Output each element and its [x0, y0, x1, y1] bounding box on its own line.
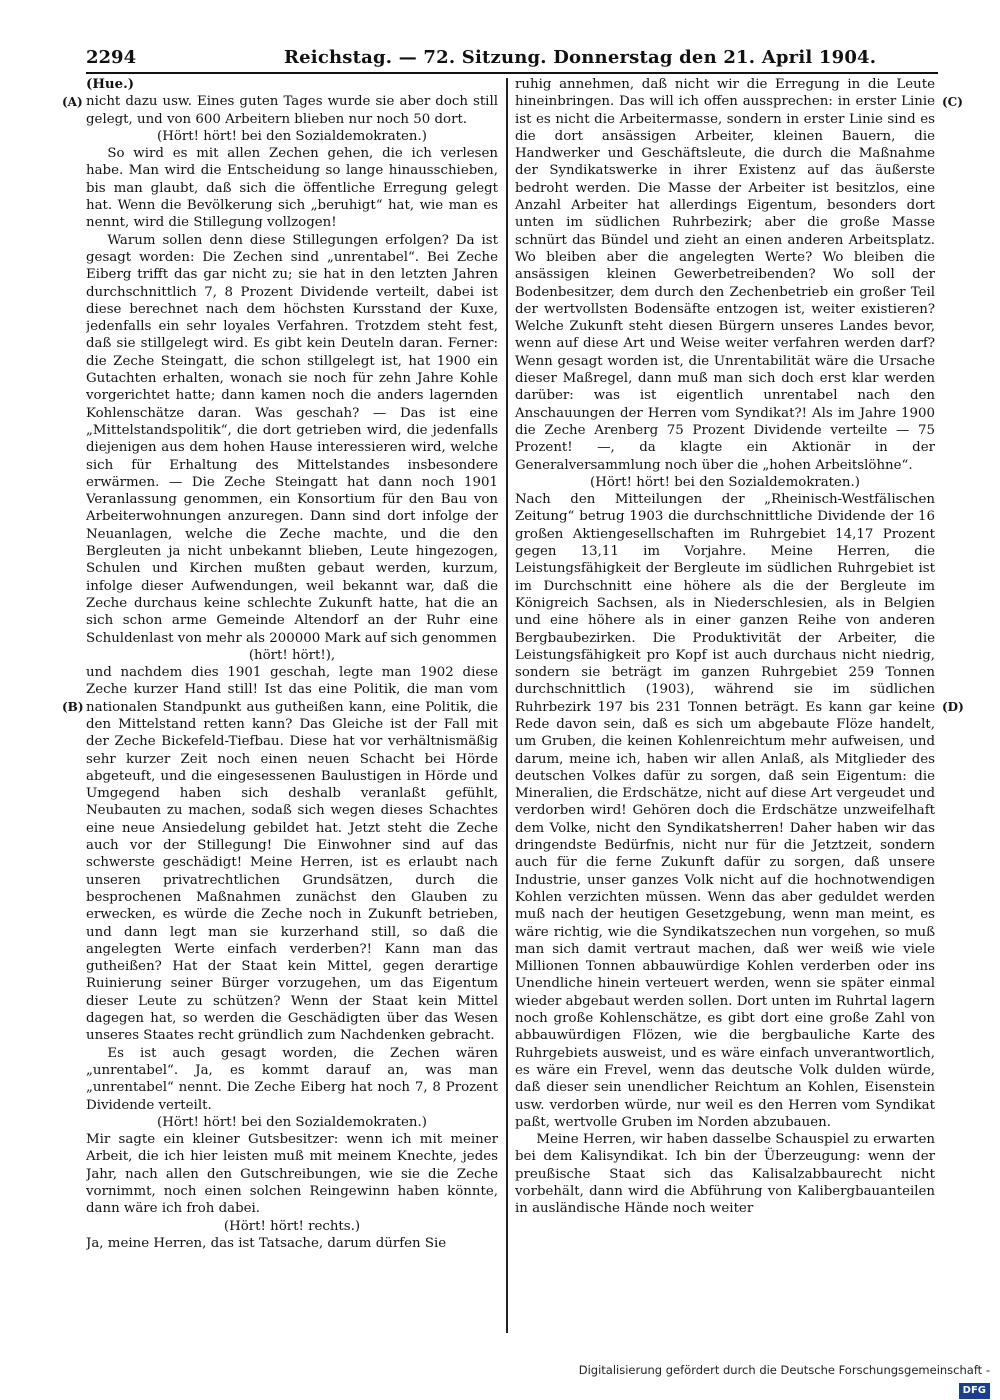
paragraph: Warum sollen denn diese Stillegungen erfolgen? Da ist gesagt worden: Die Zechen sind „unrentabel“. Bei Zeche Eiberg trifft das gar nicht zu; sie hat in den letzten Jahren durchschnittlich 7, 8 Prozent Dividende verteilt, dabei ist diese berechnet nach dem höchsten Kursstand der Kuxe, jedenfalls ein sehr loyales Verfahren. Trotzdem steht fest, daß sie stillgelegt wird. Es gibt kein Deuteln daran. Ferner: die Zeche Steingatt, die schon stillgelegt ist, hat 1900 ein Gutachten erhalten, wonach sie noch für zehn Jahre Kohle vorgerichtet hatte; dann kamen noch die anders lagernden Kohlenschätze daran. Was geschah? — Das ist eine „Mittelstandspolitik“, die dort getrieben wird, die jedenfalls diejenigen aus dem hohen Hause interessieren wird, welche sich für Erhaltung des Mittelstandes insbesondere erwärmen. — Die Zeche Steingatt hat dann noch 1901 Veranlassung genommen, ein Konsortium für den Bau von Arbeiterwohnungen anzuregen. Dann sind dort infolge der Neuanlagen, welche die Zeche machte, und die den Bergleuten ja nicht unbekannt blieben, Leute hingezogen, Schulen und Kirchen mußten gebaut werden, kurzum, infolge dieser Aufwendungen, weil bekannt war, daß die Zeche durchaus keine schlechte Zukunft hatte, hat die an sich schon arme Gemeinde Altendorf an der Ruhr eine Schuldenlast von mehr als 200000 Mark auf sich genommen [86, 232, 498, 646]
page-header [86, 44, 936, 72]
paragraph: Nach den Mitteilungen der „Rheinisch-Westfälischen Zeitung“ betrug 1903 die durchschnittliche Dividende der 16 großen Aktiengesellschaften im Ruhrgebiet 14,17 Prozent gegen 13,11 im Vorjahre. Meine Herren, die Leistungsfähigkeit der Bergleute im südlichen Ruhrgebiet ist im Durchschnitt eine höhere als die der Bergleute im Königreich Sachsen, als in Niederschlesien, als in Belgien und eine höhere als in einer ganzen Reihe von anderen Bergbaubezirken. Die Produktivität der Arbeiter, die Leistungsfähigkeit pro Kopf ist auch durchaus nicht niedrig, sondern sie beträgt im ganzen Ruhrgebiet 259 Tonnen durchschnittlich (1903), während sie im südlichen Ruhrbezirk 197 bis 231 Tonnen beträgt. Es kann gar keine Rede davon sein, daß es sich um abgebaute Flöze handelt, um Gruben, die keinen Kohlenreichtum mehr aufweisen, und darum, meine ich, haben wir allen Anlaß, als Mitglieder des deutschen Volkes dafür zu sorgen, daß sein Eigentum: die Mineralien, die Erdschätze, nicht auf diese Art vergeudet und verdorben wird! Gehören doch die Erdschätze unzweifelhaft dem Volke, nicht den Syndikatsherren! Daher haben wir das dringendste Bedürfnis, nicht nur für die Jetztzeit, sondern auch für die ferne Zukunft dafür zu sorgen, daß unsere Industrie, unser ganzes Volk nicht auf die hochnotwendigen Kohlen verzichten müssen. Wenn das aber geduldet werden muß nach der heutigen Gesetzgebung, wenn man meint, es wäre richtig, wie die Syndikatszechen nun vorgehen, so muß man sich damit vertraut machen, daß wer weiß wie viele Millionen Tonnen abbauwürdige Kohlen verderben oder ins Unendliche hinein verteuert werden, wenn sie später einmal wieder abgebaut werden sollen. Dort unten im Ruhrtal lagern noch große Kohlenschätze, es gibt dort eine große Zahl von abbauwürdigen Flözen, wie die bergbauliche Karte des Ruhrgebiets ausweist, und es wäre einfach unverantwortlich, es wäre ein Frevel, wenn das deutsche Volk dulden würde, daß dieser sein unendlicher Reichtum an Kohlen, Eisenstein usw. verdorben würde, nur weil es den Herren vom Syndikat paßt, wertvolle Gruben im Norden abzubauen. [515, 492, 935, 1130]
margin-marker-d: (D) [942, 700, 964, 714]
interjection: (Hört! hört! bei den Sozialdemokraten.) [157, 1114, 427, 1130]
margin-marker-c: (C) [942, 95, 963, 109]
paragraph: Meine Herren, wir haben dasselbe Schauspiel zu erwarten bei dem Kalisyndikat. Ich bin der Überzeugung: wenn der preußische Staat sich das Kalisalzabbaurecht nicht vorbehält, dann wird die Abführung von Kalibergbauanteilen in ausländische Hände noch weiter [515, 1132, 935, 1217]
margin-marker-b: (B) [62, 700, 84, 714]
footer-text: Digitalisierung gefördert durch die Deutsche Forschungsgemeinschaft - [578, 1363, 990, 1377]
speaker-tag: (Hue.) [86, 76, 135, 92]
interjection: (Hört! hört! bei den Sozialdemokraten.) [157, 128, 427, 144]
paragraph: ruhig annehmen, daß nicht wir die Erregung in die Leute hineinbringen. Das will ich offen aussprechen: in erster Linie ist es nicht die Arbeitermasse, sondern in erster Linie sind es die dort ansässigen Arbeiter, kleinen Bauern, die Handwerker und Geschäftsleute, die durch die Maßnahme der Syndikatswerke in ihrer Existenz auf das äußerste bedroht werden. Die Masse der Arbeiter ist besitzlos, eine Anzahl Arbeiter hat allerdings Eigentum, besonders dort unten im südlichen Ruhrbezirk; aber die große Masse schnürt das Bündel und zieht an einen anderen Arbeitsplatz. Wo bleiben aber die angelegten Werte? Wo bleiben die ansässigen kleinen Gewerbetreibenden? Wo soll der Bodenbesitzer, dem durch den Zechenbetrieb ein großer Teil der wertvollsten Bodensäfte entzogen ist, weiter existieren? Welche Zukunft steht diesen Bürgern unseres Landes bevor, wenn auf diese Art und Weise weiter verfahren werden darf? Wenn gesagt worden ist, die Unrentabilität wäre die Ursache dieser Maßregel, dann muß man sich doch erst klar werden darüber: was ist eigentlich unrentabel nach den Anschauungen der Herren vom Syndikat?! Als im Jahre 1900 die Zeche Arenberg 75 Prozent Dividende verteilte — 75 Prozent! —, da klagte ein Aktionär in der Generalversammlung noch über die „hohen Arbeitslöhne“. [515, 77, 935, 473]
header-rule [86, 72, 938, 74]
paragraph: nicht dazu usw. Eines guten Tages wurde sie aber doch still gelegt, und von 600 Arbeitern blieben nur noch 50 dort. [86, 94, 498, 127]
paragraph: Mir sagte ein kleiner Gutsbesitzer: wenn ich mit meiner Arbeit, die ich hier leisten muß mit meinem Knechte, jedes Jahr, nach allen den Gutschreibungen, wie sie die Zeche vornimmt, noch einen solchen Reingewinn haben könnte, dann wäre ich froh dabei. [86, 1132, 498, 1217]
paragraph: So wird es mit allen Zechen gehen, die ich verlesen habe. Man wird die Entscheidung so lange hinausschieben, bis man glaubt, daß sich die öffentliche Erregung gelegt hat. Wenn die Bevölkerung sich „beruhigt“ hat, wie man es nennt, wird die Stillegung vollzogen! [86, 146, 498, 231]
interjection: (hört! hört!), [248, 647, 336, 663]
page-number: 2294 [86, 47, 137, 68]
right-column [515, 76, 935, 1336]
paragraph: Ja, meine Herren, das ist Tatsache, darum dürfen Sie [86, 1235, 447, 1251]
left-column [86, 76, 498, 1336]
margin-marker-a: (A) [62, 95, 83, 109]
paragraph: Es ist auch gesagt worden, die Zechen wären „unrentabel“. Ja, es kommt darauf an, was man „unrentabel“ nennt. Die Zeche Eiberg hat noch 7, 8 Prozent Dividende verteilt. [86, 1045, 498, 1113]
interjection: (Hört! hört! rechts.) [223, 1218, 361, 1234]
running-title: Reichstag. — 72. Sitzung. Donnerstag den 21. April 1904. [284, 47, 877, 68]
paragraph: und nachdem dies 1901 geschah, legte man 1902 diese Zeche kurzer Hand still! Ist das eine Politik, die man vom nationalen Standpunkt aus gutheißen kann, eine Politik, die den Mittelstand retten kann? Das Gleiche ist der Fall mit der Zeche Bickefeld-Tiefbau. Diese hat vor verhältnismäßig sehr kurzer Zeit noch einen neuen Schacht bei Hörde abgeteuft, und die eingesessenen Baulustigen in Hörde und Umgegend haben sich deshalb veranlaßt gefühlt, Neubauten zu machen, sodaß sich wegen dieses Schachtes eine neue Ansiedelung gebildet hat. Jetzt steht die Zeche auch vor der Stillegung! Die Einwohner sind auf das schwerste geschädigt! Meine Herren, ist es erlaubt nach unseren privatrechtlichen Grundsätzen, durch die besprochenen Maßnahmen zunächst den Glauben zu erwecken, es würde die Zeche noch in Zukunft betrieben, und dann legt man sie kurzerhand still, so daß die angelegten Werte einfach verderben?! Kann man das gutheißen? Hat der Staat kein Mittel, gegen derartige Ruinierung seiner Bürger vorzugehen, um das Eigentum dieser Leute zu schützen? Wenn der Staat kein Mittel dagegen hat, so werden die Geschädigten über das Wesen unseres Staates recht gründlich zum Nachdenken gebracht. [86, 665, 498, 1044]
column-divider [506, 78, 508, 1333]
interjection: (Hört! hört! bei den Sozialdemokraten.) [590, 474, 860, 490]
dfg-logo-icon: DFG [959, 1383, 990, 1399]
footer-credit [560, 1360, 990, 1396]
